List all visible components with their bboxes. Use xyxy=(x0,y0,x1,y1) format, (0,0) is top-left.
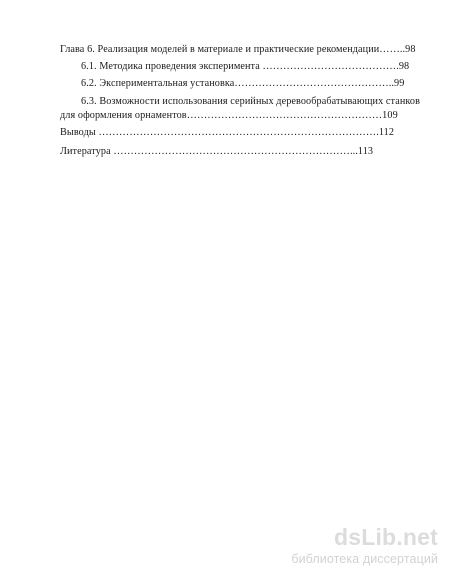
toc-entry-literature: Литература ……………………………………………………………...113 xyxy=(60,146,374,157)
toc-entry-conclusions: Выводы ……………………………………………………………………….112 xyxy=(60,127,395,138)
toc-entry-6-1: 6.1. Методика проведения эксперимента ………………………………….98 xyxy=(81,61,410,72)
toc-entry-6-2: 6.2. Экспериментальная установка………………………………………..99 xyxy=(81,78,405,89)
toc-entry-chapter-6: Глава 6. Реализация моделей в материале и практические рекомендации……..98 xyxy=(60,44,416,55)
toc-entry-6-3-continued: для оформления орнаментов…………………………………………………109 xyxy=(60,110,398,121)
watermark xyxy=(278,524,438,572)
watermark-subtitle: библиотека диссертаций xyxy=(291,552,438,566)
toc-entry-6-3: 6.3. Возможности использования серийных деревообрабатывающих станков xyxy=(81,96,421,107)
watermark-logo: dsLib.net xyxy=(333,524,438,550)
